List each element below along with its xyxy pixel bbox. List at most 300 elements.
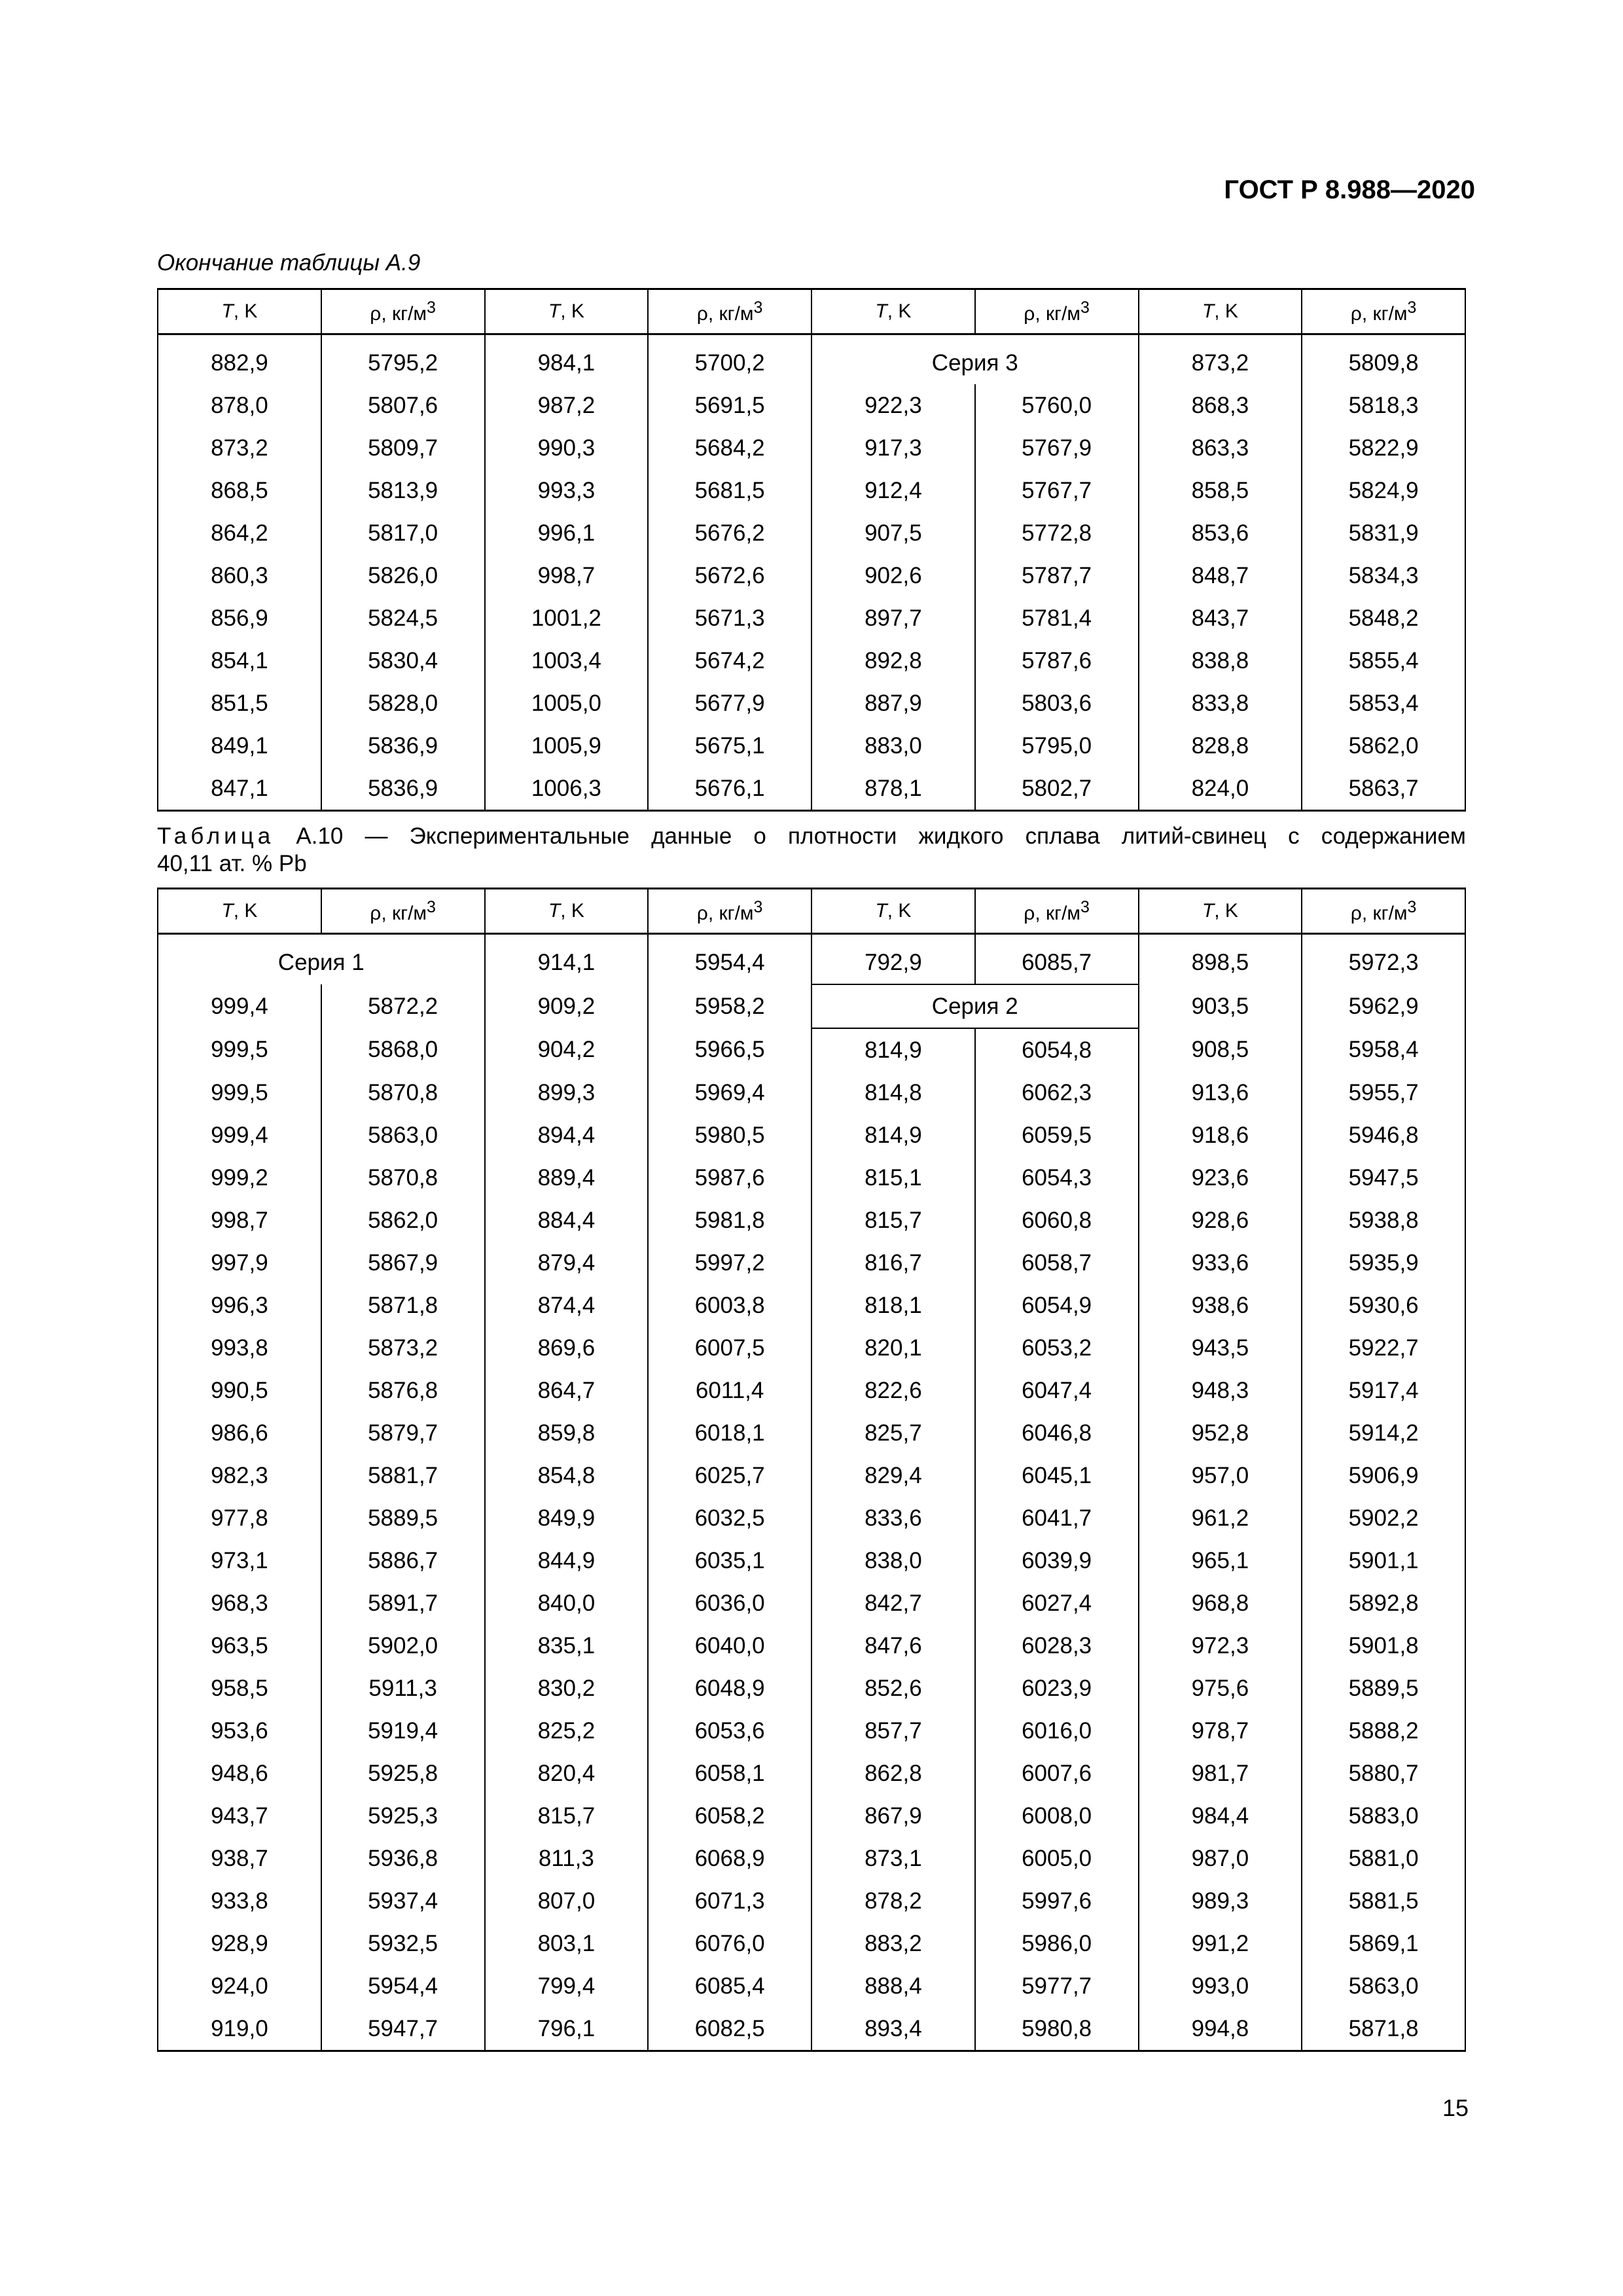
density-cell: 5876,8 <box>321 1369 485 1412</box>
temperature-cell: 933,6 <box>1139 1242 1302 1284</box>
temperature-cell: 863,3 <box>1139 427 1302 469</box>
density-cell: 5772,8 <box>975 512 1139 554</box>
temperature-cell: 853,6 <box>1139 512 1302 554</box>
density-cell: 6027,4 <box>975 1582 1139 1624</box>
table-row <box>158 639 1465 682</box>
temperature-cell: 948,6 <box>158 1752 321 1795</box>
temperature-cell: 820,4 <box>485 1752 649 1795</box>
table-row <box>158 1327 1465 1369</box>
column-header-symbol: T <box>548 900 561 922</box>
column-header-symbol: T <box>1202 900 1215 922</box>
density-cell: 6016,0 <box>975 1710 1139 1752</box>
column-header-superscript: 3 <box>1407 897 1417 916</box>
temperature-cell: 814,9 <box>812 1114 975 1157</box>
density-cell: 5901,8 <box>1302 1624 1465 1667</box>
temperature-cell: 892,8 <box>812 639 975 682</box>
column-header-density: ρ, $кг/м^3$ <box>321 289 485 334</box>
density-cell: 6085,7 <box>975 934 1139 985</box>
column-header-superscript: 3 <box>1080 897 1090 916</box>
column-header-temperature: T, K <box>812 889 975 934</box>
temperature-cell: 851,5 <box>158 682 321 725</box>
temperature-cell: 957,0 <box>1139 1454 1302 1497</box>
column-header-density: ρ, $кг/м^3$ <box>648 889 812 934</box>
density-cell: 5997,6 <box>975 1880 1139 1922</box>
density-cell: 5980,8 <box>975 2007 1139 2051</box>
density-cell: 6025,7 <box>648 1454 812 1497</box>
temperature-cell: 887,9 <box>812 682 975 725</box>
density-cell: 5787,6 <box>975 639 1139 682</box>
density-cell: 6058,7 <box>975 1242 1139 1284</box>
density-cell: 5831,9 <box>1302 512 1465 554</box>
density-cell: 5834,3 <box>1302 554 1465 597</box>
temperature-cell: 912,4 <box>812 469 975 512</box>
density-cell: 5932,5 <box>321 1922 485 1965</box>
column-header-temperature: T, K <box>812 289 975 334</box>
temperature-cell: 993,8 <box>158 1327 321 1369</box>
column-header-density: ρ, $кг/м^3$ <box>321 889 485 934</box>
density-cell: 5863,0 <box>1302 1965 1465 2007</box>
density-cell: 5803,6 <box>975 682 1139 725</box>
temperature-cell: 908,5 <box>1139 1028 1302 1071</box>
density-cell: 6053,2 <box>975 1327 1139 1369</box>
density-cell: 5873,2 <box>321 1327 485 1369</box>
column-header-superscript: 3 <box>753 897 763 916</box>
density-cell: 5870,8 <box>321 1157 485 1199</box>
density-cell: 5828,0 <box>321 682 485 725</box>
density-cell: 5889,5 <box>1302 1667 1465 1710</box>
column-header-temperature: T, K <box>485 889 649 934</box>
temperature-cell: 835,1 <box>485 1624 649 1667</box>
table-row <box>158 1624 1465 1667</box>
temperature-cell: 873,2 <box>1139 334 1302 385</box>
header-row <box>158 289 1465 334</box>
temperature-cell: 972,3 <box>1139 1624 1302 1667</box>
standard-number: ГОСТ Р 8.988—2020 <box>1224 175 1475 204</box>
temperature-cell: 990,5 <box>158 1369 321 1412</box>
temperature-cell: 828,8 <box>1139 725 1302 767</box>
page-number: 15 <box>1442 2094 1469 2121</box>
density-cell: 5997,2 <box>648 1242 812 1284</box>
table-row <box>158 1114 1465 1157</box>
density-cell: 6054,3 <box>975 1157 1139 1199</box>
density-cell: 5880,7 <box>1302 1752 1465 1795</box>
density-cell: 6003,8 <box>648 1284 812 1327</box>
density-cell: 5676,1 <box>648 767 812 811</box>
table-row <box>158 597 1465 639</box>
density-cell: 5977,7 <box>975 1965 1139 2007</box>
temperature-cell: 993,3 <box>485 469 649 512</box>
density-cell: 6035,1 <box>648 1539 812 1582</box>
density-cell: 6028,3 <box>975 1624 1139 1667</box>
temperature-cell: 1001,2 <box>485 597 649 639</box>
temperature-cell: 815,7 <box>485 1795 649 1837</box>
density-cell: 5870,8 <box>321 1071 485 1114</box>
density-cell: 5980,5 <box>648 1114 812 1157</box>
temperature-cell: 989,3 <box>1139 1880 1302 1922</box>
temperature-cell: 938,6 <box>1139 1284 1302 1327</box>
density-cell: 5817,0 <box>321 512 485 554</box>
density-cell: 5863,0 <box>321 1114 485 1157</box>
temperature-cell: 814,9 <box>812 1028 975 1071</box>
density-cell: 6039,9 <box>975 1539 1139 1582</box>
density-cell: 5836,9 <box>321 725 485 767</box>
density-cell: 5809,7 <box>321 427 485 469</box>
density-cell: 6054,9 <box>975 1284 1139 1327</box>
density-cell: 5881,0 <box>1302 1837 1465 1880</box>
series-label: Серия 3 <box>812 334 1139 385</box>
table-row <box>158 2007 1465 2051</box>
temperature-cell: 981,7 <box>1139 1752 1302 1795</box>
temperature-cell: 820,1 <box>812 1327 975 1369</box>
temperature-cell: 858,5 <box>1139 469 1302 512</box>
temperature-cell: 874,4 <box>485 1284 649 1327</box>
temperature-cell: 999,5 <box>158 1071 321 1114</box>
temperature-cell: 948,3 <box>1139 1369 1302 1412</box>
temperature-cell: 999,5 <box>158 1028 321 1071</box>
density-cell: 5917,4 <box>1302 1369 1465 1412</box>
table-row <box>158 1284 1465 1327</box>
column-header-density: ρ, $кг/м^3$ <box>1302 889 1465 934</box>
density-cell: 6076,0 <box>648 1922 812 1965</box>
column-header-density: ρ, $кг/м^3$ <box>648 289 812 334</box>
temperature-cell: 867,9 <box>812 1795 975 1837</box>
temperature-cell: 984,4 <box>1139 1795 1302 1837</box>
table-row <box>158 427 1465 469</box>
density-cell: 5955,7 <box>1302 1071 1465 1114</box>
density-cell: 5901,1 <box>1302 1539 1465 1582</box>
temperature-cell: 873,1 <box>812 1837 975 1880</box>
density-cell: 5824,5 <box>321 597 485 639</box>
table-row <box>158 984 1465 1028</box>
temperature-cell: 996,1 <box>485 512 649 554</box>
density-cell: 5938,8 <box>1302 1199 1465 1242</box>
temperature-cell: 803,1 <box>485 1922 649 1965</box>
temperature-cell: 849,9 <box>485 1497 649 1539</box>
density-cell: 5946,8 <box>1302 1114 1465 1157</box>
density-cell: 5677,9 <box>648 682 812 725</box>
density-cell: 5906,9 <box>1302 1454 1465 1497</box>
density-cell: 5872,2 <box>321 984 485 1028</box>
density-cell: 6048,9 <box>648 1667 812 1710</box>
temperature-cell: 824,0 <box>1139 767 1302 811</box>
temperature-cell: 842,7 <box>812 1582 975 1624</box>
table-row <box>158 1795 1465 1837</box>
temperature-cell: 919,0 <box>158 2007 321 2051</box>
column-header-symbol: T <box>1202 300 1215 322</box>
temperature-cell: 986,6 <box>158 1412 321 1454</box>
temperature-cell: 984,1 <box>485 334 649 385</box>
temperature-cell: 907,5 <box>812 512 975 554</box>
temperature-cell: 938,7 <box>158 1837 321 1880</box>
table-row <box>158 767 1465 811</box>
table-row <box>158 1710 1465 1752</box>
density-cell: 6011,4 <box>648 1369 812 1412</box>
density-cell: 6007,6 <box>975 1752 1139 1795</box>
density-cell: 5966,5 <box>648 1028 812 1071</box>
density-cell: 5914,2 <box>1302 1412 1465 1454</box>
density-cell: 6062,3 <box>975 1071 1139 1114</box>
density-cell: 5787,7 <box>975 554 1139 597</box>
series-label: Серия 2 <box>812 984 1139 1028</box>
table-row <box>158 469 1465 512</box>
table-row <box>158 1837 1465 1880</box>
density-cell: 5888,2 <box>1302 1710 1465 1752</box>
column-header-superscript: 3 <box>1407 298 1417 317</box>
density-cell: 5879,7 <box>321 1412 485 1454</box>
temperature-cell: 888,4 <box>812 1965 975 2007</box>
density-cell: 5871,8 <box>321 1284 485 1327</box>
header-row <box>158 889 1465 934</box>
column-header-temperature: T, K <box>1139 889 1302 934</box>
density-cell: 5935,9 <box>1302 1242 1465 1284</box>
density-cell: 5795,0 <box>975 725 1139 767</box>
temperature-cell: 878,0 <box>158 384 321 427</box>
density-cell: 6041,7 <box>975 1497 1139 1539</box>
density-cell: 5954,4 <box>321 1965 485 2007</box>
table-row <box>158 1880 1465 1922</box>
density-cell: 5676,2 <box>648 512 812 554</box>
table-row <box>158 1199 1465 1242</box>
temperature-cell: 952,8 <box>1139 1412 1302 1454</box>
density-cell: 5818,3 <box>1302 384 1465 427</box>
column-header-superscript: 3 <box>427 298 436 317</box>
series-label: Серия 1 <box>158 934 485 985</box>
table-a10-caption <box>157 822 1466 851</box>
density-cell: 5981,8 <box>648 1199 812 1242</box>
temperature-cell: 963,5 <box>158 1624 321 1667</box>
temperature-cell: 868,3 <box>1139 384 1302 427</box>
temperature-cell: 818,1 <box>812 1284 975 1327</box>
density-cell: 5902,2 <box>1302 1497 1465 1539</box>
column-header-symbol: T <box>221 900 234 922</box>
temperature-cell: 897,7 <box>812 597 975 639</box>
density-cell: 5954,4 <box>648 934 812 985</box>
table-a10-caption-prefix: Таблица <box>157 823 275 849</box>
density-cell: 5836,9 <box>321 767 485 811</box>
temperature-cell: 857,7 <box>812 1710 975 1752</box>
temperature-cell: 884,4 <box>485 1199 649 1242</box>
density-cell: 5760,0 <box>975 384 1139 427</box>
temperature-cell: 862,8 <box>812 1752 975 1795</box>
density-cell: 6036,0 <box>648 1582 812 1624</box>
table-row <box>158 682 1465 725</box>
density-cell: 6018,1 <box>648 1412 812 1454</box>
density-cell: 5684,2 <box>648 427 812 469</box>
table-row <box>158 1497 1465 1539</box>
column-header-density: ρ, $кг/м^3$ <box>975 889 1139 934</box>
density-cell: 6047,4 <box>975 1369 1139 1412</box>
temperature-cell: 852,6 <box>812 1667 975 1710</box>
temperature-cell: 792,9 <box>812 934 975 985</box>
table-row <box>158 1412 1465 1454</box>
temperature-cell: 833,8 <box>1139 682 1302 725</box>
density-cell: 5868,0 <box>321 1028 485 1071</box>
temperature-cell: 922,3 <box>812 384 975 427</box>
density-cell: 6060,8 <box>975 1199 1139 1242</box>
temperature-cell: 899,3 <box>485 1071 649 1114</box>
table-row <box>158 934 1465 985</box>
density-cell: 5862,0 <box>1302 725 1465 767</box>
temperature-cell: 1006,3 <box>485 767 649 811</box>
temperature-cell: 829,4 <box>812 1454 975 1497</box>
density-cell: 5930,6 <box>1302 1284 1465 1327</box>
temperature-cell: 953,6 <box>158 1710 321 1752</box>
temperature-cell: 854,1 <box>158 639 321 682</box>
temperature-cell: 999,4 <box>158 984 321 1028</box>
density-cell: 5883,0 <box>1302 1795 1465 1837</box>
temperature-cell: 838,8 <box>1139 639 1302 682</box>
temperature-cell: 928,6 <box>1139 1199 1302 1242</box>
density-cell: 5972,3 <box>1302 934 1465 985</box>
temperature-cell: 840,0 <box>485 1582 649 1624</box>
density-cell: 6082,5 <box>648 2007 812 2051</box>
temperature-cell: 796,1 <box>485 2007 649 2051</box>
temperature-cell: 825,2 <box>485 1710 649 1752</box>
density-cell: 5886,7 <box>321 1539 485 1582</box>
temperature-cell: 1003,4 <box>485 639 649 682</box>
density-cell: 5881,5 <box>1302 1880 1465 1922</box>
density-cell: 5781,4 <box>975 597 1139 639</box>
temperature-cell: 816,7 <box>812 1242 975 1284</box>
temperature-cell: 975,6 <box>1139 1667 1302 1710</box>
temperature-cell: 923,6 <box>1139 1157 1302 1199</box>
density-cell: 5919,4 <box>321 1710 485 1752</box>
temperature-cell: 909,2 <box>485 984 649 1028</box>
temperature-cell: 883,2 <box>812 1922 975 1965</box>
temperature-cell: 977,8 <box>158 1497 321 1539</box>
temperature-cell: 903,5 <box>1139 984 1302 1028</box>
density-cell: 5674,2 <box>648 639 812 682</box>
temperature-cell: 873,2 <box>158 427 321 469</box>
table-a9 <box>157 288 1466 812</box>
density-cell: 6058,2 <box>648 1795 812 1837</box>
density-cell: 5902,0 <box>321 1624 485 1667</box>
temperature-cell: 958,5 <box>158 1667 321 1710</box>
table-row <box>158 1667 1465 1710</box>
density-cell: 5947,7 <box>321 2007 485 2051</box>
temperature-cell: 898,5 <box>1139 934 1302 985</box>
table-row <box>158 1922 1465 1965</box>
temperature-cell: 918,6 <box>1139 1114 1302 1157</box>
temperature-cell: 998,7 <box>485 554 649 597</box>
column-header-symbol: T <box>548 300 561 322</box>
density-cell: 6053,6 <box>648 1710 812 1752</box>
density-cell: 6032,5 <box>648 1497 812 1539</box>
density-cell: 5889,5 <box>321 1497 485 1539</box>
temperature-cell: 924,0 <box>158 1965 321 2007</box>
temperature-cell: 847,6 <box>812 1624 975 1667</box>
temperature-cell: 999,4 <box>158 1114 321 1157</box>
temperature-cell: 869,6 <box>485 1327 649 1369</box>
density-cell: 5853,4 <box>1302 682 1465 725</box>
column-header-temperature: T, K <box>1139 289 1302 334</box>
table-row <box>158 1028 1465 1071</box>
temperature-cell: 811,3 <box>485 1837 649 1880</box>
temperature-cell: 893,4 <box>812 2007 975 2051</box>
temperature-cell: 889,4 <box>485 1157 649 1199</box>
temperature-cell: 849,1 <box>158 725 321 767</box>
density-cell: 6054,8 <box>975 1028 1139 1071</box>
temperature-cell: 859,8 <box>485 1412 649 1454</box>
temperature-cell: 807,0 <box>485 1880 649 1922</box>
column-header-temperature: T, K <box>158 889 321 934</box>
density-cell: 5848,2 <box>1302 597 1465 639</box>
temperature-cell: 965,1 <box>1139 1539 1302 1582</box>
density-cell: 5824,9 <box>1302 469 1465 512</box>
temperature-cell: 902,6 <box>812 554 975 597</box>
table-row <box>158 334 1465 385</box>
temperature-cell: 904,2 <box>485 1028 649 1071</box>
density-cell: 5830,4 <box>321 639 485 682</box>
density-cell: 5807,6 <box>321 384 485 427</box>
density-cell: 5947,5 <box>1302 1157 1465 1199</box>
table-row <box>158 1752 1465 1795</box>
temperature-cell: 883,0 <box>812 725 975 767</box>
density-cell: 5795,2 <box>321 334 485 385</box>
table-row <box>158 554 1465 597</box>
density-cell: 5922,7 <box>1302 1327 1465 1369</box>
temperature-cell: 815,1 <box>812 1157 975 1199</box>
temperature-cell: 973,1 <box>158 1539 321 1582</box>
density-cell: 5892,8 <box>1302 1582 1465 1624</box>
density-cell: 6058,1 <box>648 1752 812 1795</box>
density-cell: 6071,3 <box>648 1880 812 1922</box>
density-cell: 5855,4 <box>1302 639 1465 682</box>
density-cell: 5681,5 <box>648 469 812 512</box>
density-cell: 6059,5 <box>975 1114 1139 1157</box>
temperature-cell: 882,9 <box>158 334 321 385</box>
table-a9-caption: Окончание таблицы А.9 <box>157 250 421 276</box>
column-header-symbol: T <box>221 300 234 322</box>
density-cell: 6007,5 <box>648 1327 812 1369</box>
density-cell: 6040,0 <box>648 1624 812 1667</box>
column-header-symbol: T <box>875 300 887 322</box>
temperature-cell: 993,0 <box>1139 1965 1302 2007</box>
column-header-symbol: T <box>875 900 887 922</box>
density-cell: 5881,7 <box>321 1454 485 1497</box>
density-cell: 6008,0 <box>975 1795 1139 1837</box>
temperature-cell: 987,0 <box>1139 1837 1302 1880</box>
temperature-cell: 913,6 <box>1139 1071 1302 1114</box>
column-header-superscript: 3 <box>753 298 763 317</box>
density-cell: 5925,8 <box>321 1752 485 1795</box>
density-cell: 5969,4 <box>648 1071 812 1114</box>
temperature-cell: 1005,9 <box>485 725 649 767</box>
temperature-cell: 978,7 <box>1139 1710 1302 1752</box>
density-cell: 5675,1 <box>648 725 812 767</box>
temperature-cell: 914,1 <box>485 934 649 985</box>
temperature-cell: 815,7 <box>812 1199 975 1242</box>
table-row <box>158 384 1465 427</box>
density-cell: 5691,5 <box>648 384 812 427</box>
density-cell: 5813,9 <box>321 469 485 512</box>
density-cell: 6068,9 <box>648 1837 812 1880</box>
temperature-cell: 987,2 <box>485 384 649 427</box>
temperature-cell: 822,6 <box>812 1369 975 1412</box>
density-cell: 6005,0 <box>975 1837 1139 1880</box>
temperature-cell: 864,7 <box>485 1369 649 1412</box>
table-row <box>158 1965 1465 2007</box>
density-cell: 5986,0 <box>975 1922 1139 1965</box>
temperature-cell: 879,4 <box>485 1242 649 1284</box>
temperature-cell: 996,3 <box>158 1284 321 1327</box>
density-cell: 5962,9 <box>1302 984 1465 1028</box>
table-row <box>158 1454 1465 1497</box>
temperature-cell: 830,2 <box>485 1667 649 1710</box>
temperature-cell: 814,8 <box>812 1071 975 1114</box>
temperature-cell: 997,9 <box>158 1242 321 1284</box>
temperature-cell: 860,3 <box>158 554 321 597</box>
